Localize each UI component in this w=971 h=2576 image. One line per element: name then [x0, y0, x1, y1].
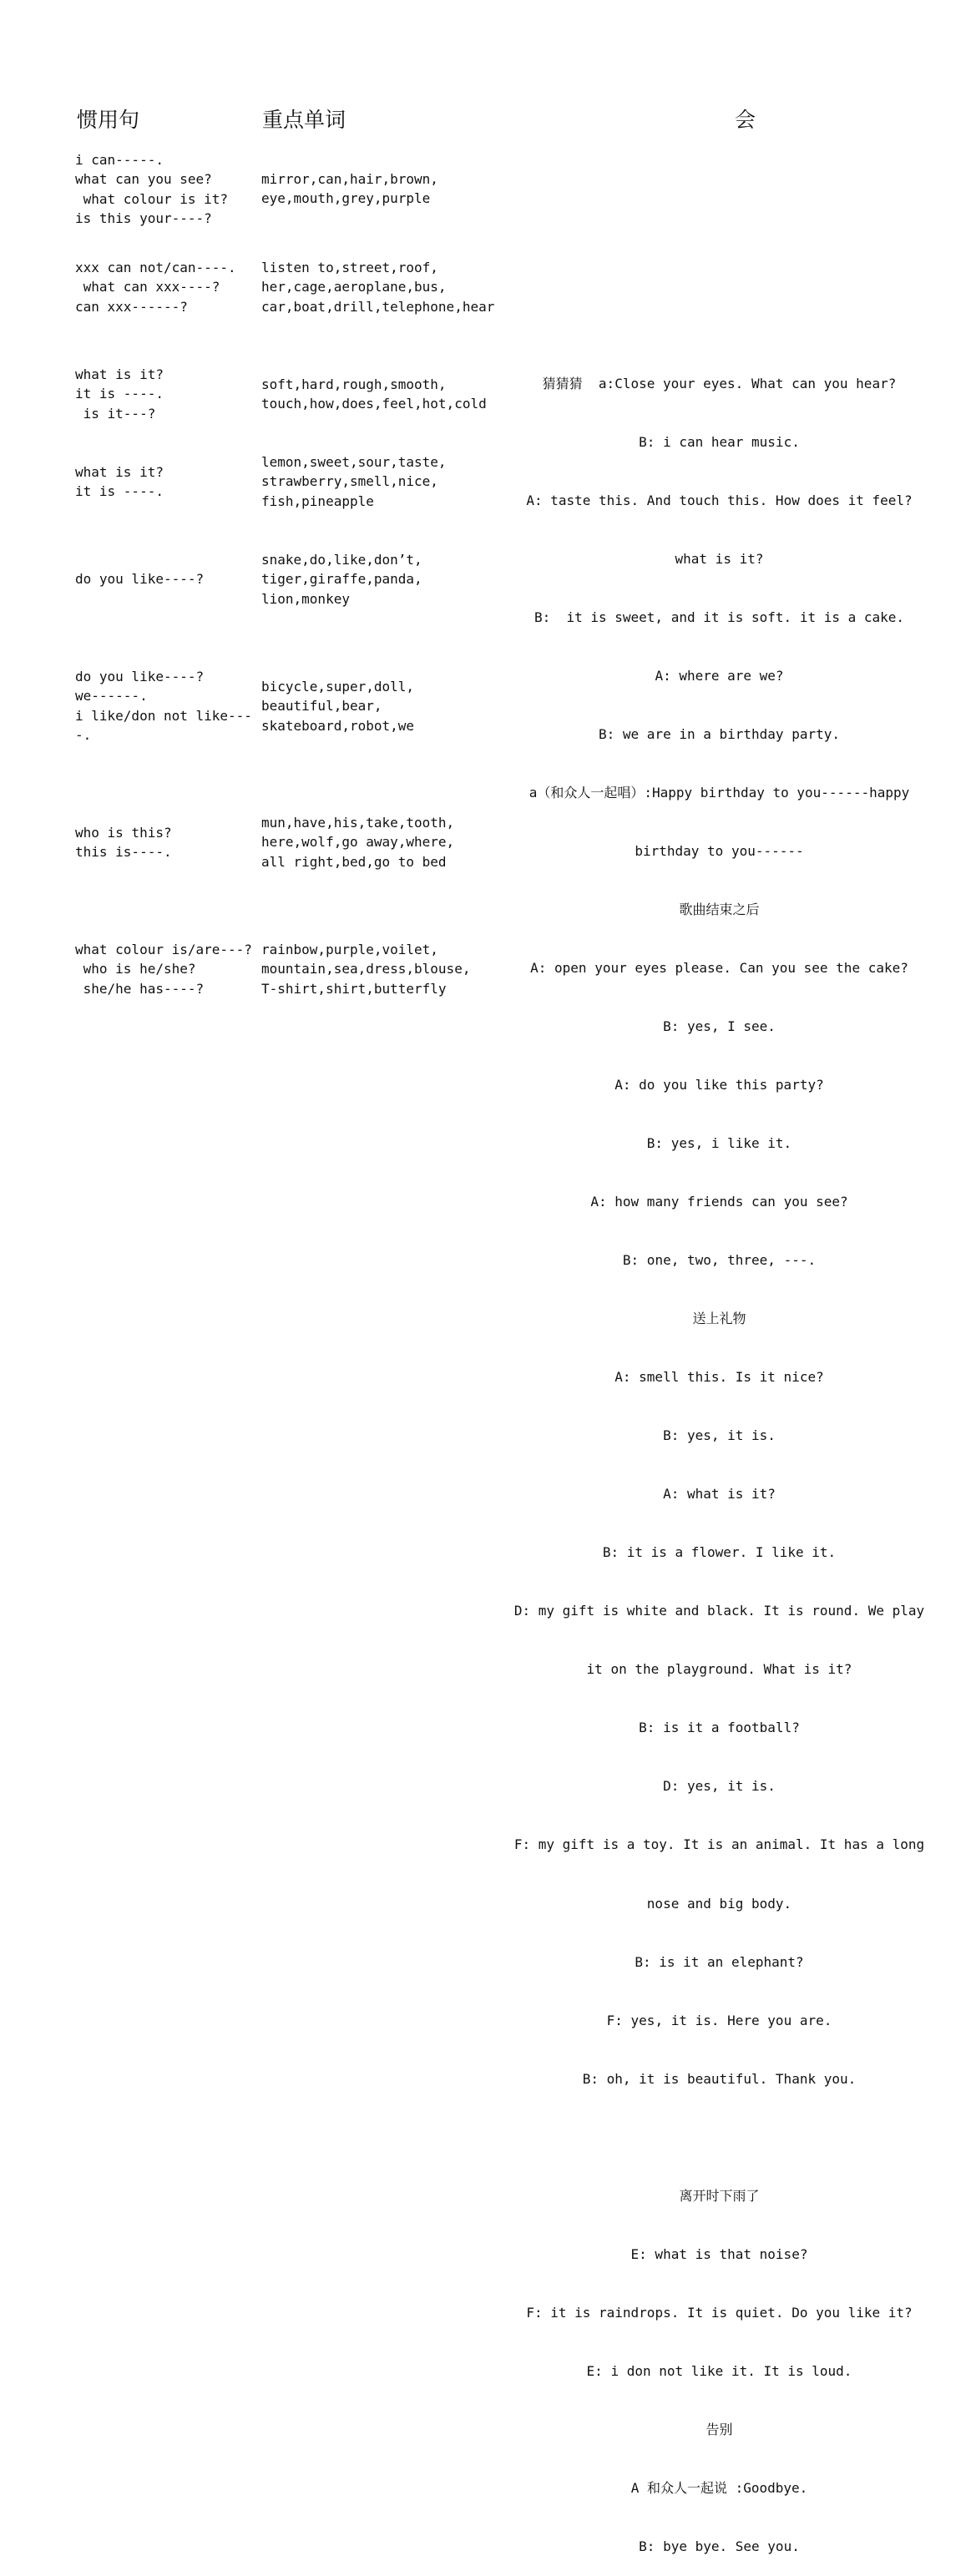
phrases-row-3: what is it? it is ----. is it---? — [75, 366, 164, 422]
dialogue-line: F: it is raindrops. It is quiet. Do you like it? — [526, 2304, 913, 2321]
dialogue-line: D: my gift is white and black. It is round. We play — [513, 1603, 925, 1619]
dialogue-line: B: one, two, three, ---. — [622, 1252, 817, 1269]
words-row-7: mun,have,his,take,tooth, here,wolf,go away,where, all right,bed,go to bed — [261, 815, 455, 870]
dialogue-line: D: yes, it is. — [663, 1778, 776, 1795]
phrases-row-8: what colour is/are---? who is he/she? she/he has----? — [75, 942, 252, 997]
dialogue-script — [468, 335, 971, 2576]
dialogue-line: B: yes, it is. — [663, 1427, 776, 1444]
dialogue-line: B: i can hear music. — [639, 433, 800, 450]
dialogue-line: B: is it a football? — [639, 1720, 800, 1736]
dialogue-line: A: smell this. Is it nice? — [614, 1369, 824, 1386]
words-row-2: listen to,street,roof, her,cage,aeroplane,bus, car,boat,drill,telephone,hear — [261, 260, 495, 315]
words-row-3: soft,hard,rough,smooth, touch,how,does,feel,hot,cold — [261, 376, 487, 412]
dialogue-line: F: my gift is a toy. It is an animal. It has a long — [513, 1836, 925, 1853]
words-row-4: lemon,sweet,sour,taste, strawberry,smell,nice, fish,pineapple — [261, 454, 447, 509]
words-row-8: rainbow,purple,voilet, mountain,sea,dress,blouse, T-shirt,shirt,butterfly — [261, 942, 471, 997]
dialogue-line: B: oh, it is beautiful. Thank you. — [582, 2070, 857, 2087]
dialogue-line: a（和众人一起唱）:Happy birthday to you------happy — [528, 784, 910, 801]
dialogue-line: B: we are in a birthday party. — [599, 725, 840, 742]
dialogue-line: A: how many friends can you see? — [590, 1194, 848, 1210]
dialogue-line: F: yes, it is. Here you are. — [606, 2012, 832, 2028]
dialogue-line: B: it is sweet, and it is soft. it is a cake. — [534, 609, 905, 625]
dialogue-line: E: i don not like it. It is loud. — [586, 2362, 852, 2379]
words-row-6: bicycle,super,doll, beautiful,bear, skateboard,robot,we — [261, 679, 415, 734]
dialogue-line: 离开时下雨了 — [679, 2187, 760, 2204]
dialogue-line: B: is it an elephant? — [635, 1953, 804, 1970]
dialogue-line: 歌曲结束之后 — [679, 901, 760, 917]
dialogue-line: A: taste this. And touch this. How does it feel? — [526, 492, 913, 508]
phrases-row-2: xxx can not/can----. what can xxx----? can xxx------? — [75, 260, 236, 315]
dialogue-line: A 和众人一起说 :Goodbye. — [630, 2479, 808, 2496]
phrases-row-6: do you like----? we------. i like/don not like--- -. — [75, 669, 252, 744]
dialogue-line: 送上礼物 — [692, 1311, 746, 1327]
dialogue-line: B: yes, i like it. — [646, 1135, 792, 1152]
dialogue-line: E: what is that noise? — [630, 2245, 808, 2262]
words-row-5: snake,do,like,don’t, tiger,giraffe,panda, lion,monkey — [261, 552, 422, 607]
words-row-1: mirror,can,hair,brown, eye,mouth,grey,purple — [261, 171, 438, 207]
dialogue-line: A: what is it? — [663, 1486, 776, 1503]
phrases-row-1: i can-----. what can you see? what colour is it? is this your----? — [75, 152, 229, 227]
dialogue-line: B: it is a flower. I like it. — [602, 1544, 837, 1561]
header-dialogue: 会 — [735, 108, 756, 132]
header-words: 重点单词 — [262, 108, 346, 132]
dialogue-line: it on the playground. What is it? — [586, 1661, 852, 1678]
dialogue-line: A: open your eyes please. Can you see the cake? — [530, 960, 908, 976]
dialogue-line: what is it? — [675, 550, 764, 567]
phrases-row-4: what is it? it is ----. — [75, 464, 164, 500]
phrases-row-5: do you like----? — [75, 571, 205, 587]
dialogue-line: birthday to you------ — [635, 842, 804, 859]
dialogue-line: nose and big body. — [646, 1895, 792, 1912]
dialogue-line: A: do you like this party? — [614, 1077, 824, 1094]
dialogue-line: A: where are we? — [655, 667, 784, 684]
dialogue-line: 告别 — [705, 2421, 733, 2437]
dialogue-line: 猜猜猜 a:Close your eyes. What can you hear? — [542, 375, 897, 391]
phrases-row-7: who is this? this is----. — [75, 825, 172, 861]
header-phrases: 惯用句 — [77, 108, 140, 132]
dialogue-line: B: yes, I see. — [663, 1018, 776, 1035]
dialogue-line — [468, 2128, 971, 2147]
dialogue-line: B: bye bye. See you. — [639, 2538, 800, 2554]
